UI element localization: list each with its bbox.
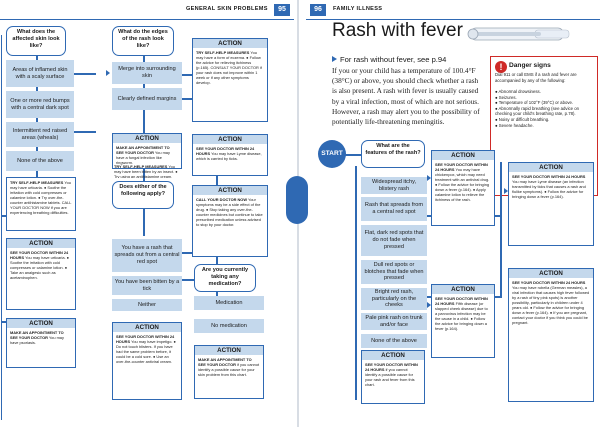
- action-box: [192, 134, 268, 176]
- action-lead: SEE YOUR DOCTOR WITHIN 24 HOURS: [512, 174, 586, 179]
- danger-item: ● Seizures.: [495, 94, 517, 100]
- action-text: You may have rubella (German measles), a viral infection that causes high fever followed by a rash of tiny pink spots) is another possibility, particularly in children under 4 years old. ● Follow the advice for bringing down a fever (p.164). ● If you are pregnant, contact your doctor if you think you could be pregnant.: [512, 285, 590, 325]
- answer-option[interactable]: You have a rash that spreads out from a central red spot: [112, 239, 182, 272]
- answer-option[interactable]: Neither: [112, 299, 182, 311]
- action-title: ACTION: [362, 351, 424, 360]
- danger-title: Danger signs: [509, 62, 551, 69]
- action-title: ACTION: [432, 285, 494, 294]
- danger-list: [495, 89, 593, 128]
- action-title: ACTION: [193, 135, 267, 144]
- action-box: [6, 238, 76, 310]
- answer-option[interactable]: Merge into surrounding skin: [112, 62, 182, 84]
- action-text: You may have been bitten by an insect. ● Try using an antihistamine cream.: [114, 164, 178, 178]
- action-lead: SEE YOUR DOCTOR WITHIN 24 HOURS: [435, 296, 488, 306]
- action-box: [6, 318, 76, 368]
- arrow-icon: [106, 70, 110, 76]
- left-header-rule: [0, 19, 294, 20]
- danger-item: ● Abnormally rapid breathing (see advice on checking your child's breathing rate, p.78).: [495, 105, 580, 117]
- left-page-number: 95: [274, 4, 290, 16]
- action-text: You may have impetigo. ● Do not touch blisters. If you have had the same problem before, it could be a cold sore. ● Use an over-the-counter antiviral cream.: [116, 339, 176, 364]
- connector-line: [500, 162, 502, 298]
- action-lead: MAKE AN APPOINTMENT TO SEE YOUR DOCTOR: [10, 330, 64, 340]
- action-title: ACTION: [193, 186, 267, 195]
- action-title: ACTION: [195, 346, 263, 355]
- action-lead: TRY SELF-HELP MEASURES: [196, 50, 250, 55]
- exclamation-icon: !: [495, 61, 507, 73]
- action-lead: SEE YOUR DOCTOR WITHIN 24 HOURS: [10, 250, 69, 260]
- action-title: ACTION: [113, 323, 181, 332]
- action-text: Your symptoms may be a side effect of the drug. ● Stop taking any over-the-counter medicines but continue to take prescribed medication unless advised to stop by your doctor.: [196, 197, 263, 227]
- action-lead: MAKE AN APPOINTMENT TO SEE YOUR DOCTOR: [198, 357, 252, 367]
- right-page-number: 96: [310, 4, 326, 16]
- action-text: You may have Lyme disease, which is carried by ticks.: [196, 151, 262, 161]
- action-lead: SEE YOUR DOCTOR WITHIN 24 HOURS: [196, 146, 255, 156]
- answer-option[interactable]: Medication: [194, 296, 264, 310]
- danger-item: ● Abnormal drowsiness.: [495, 89, 541, 94]
- page-title: Rash with fever: [332, 20, 463, 41]
- action-lead: SEE YOUR DOCTOR WITHIN 24 HOURS: [512, 280, 586, 285]
- answer-option[interactable]: None of the above: [361, 334, 427, 348]
- question-box: What are the features of the rash?: [361, 140, 425, 168]
- answer-option[interactable]: Bright red rash, particularly on the cheeks: [361, 288, 427, 310]
- action-title: ACTION: [7, 239, 75, 248]
- question-box: What do the edges of the rash look like?: [112, 26, 174, 56]
- answer-option[interactable]: Pale pink rash on trunk and/or face: [361, 313, 427, 330]
- danger-item: ● Noisy or difficult breathing.: [495, 116, 550, 122]
- connector-line: [1, 35, 2, 420]
- thermometer-icon: [465, 14, 575, 54]
- action-title: ACTION: [509, 163, 593, 172]
- action-text: You may have urticaria. ● Soothe the irritation with cold compresses or calamine lotion. ● Take an analgesic such as acetaminophen.: [10, 255, 70, 280]
- danger-item: ● Temperature of 102°F (39°C) or above.: [495, 100, 574, 106]
- action-lead: TRY SELF-HELP MEASURES: [10, 180, 64, 185]
- answer-option[interactable]: You have been bitten by a tick: [112, 276, 182, 295]
- arrow-icon: [427, 302, 431, 308]
- action-lead: SEE YOUR DOCTOR WITHIN 24 HOURS: [116, 334, 175, 344]
- action-text: You may have urticaria. ● Soothe the irritation with cold compresses or calamine lotion. ● Try over-the-counter antihistamine tablets. CALL YOUR DOCTOR NOW if you are experiencing breathing difficulties.: [10, 180, 72, 215]
- action-box: [431, 284, 495, 358]
- action-box: [361, 350, 425, 404]
- connector-line: [345, 154, 361, 156]
- arrow-icon: [427, 175, 431, 181]
- connector-line: [74, 131, 96, 133]
- subtitle: [332, 55, 446, 64]
- action-text: if you cannot identify a possible cause for your rash and fever from this chart.: [365, 367, 415, 387]
- answer-option[interactable]: No medication: [194, 319, 264, 333]
- danger-intro: Dial 911 or call EMS if a rash and fever are accompanied by any of the following:: [495, 72, 577, 83]
- action-box: [194, 345, 264, 399]
- answer-option[interactable]: Widespread itchy, blistery rash: [361, 177, 427, 194]
- action-title: ACTION: [432, 151, 494, 160]
- action-box: [508, 268, 594, 402]
- action-box: [192, 38, 268, 122]
- action-box: [112, 322, 182, 400]
- action-box: [431, 150, 495, 226]
- page-tab-marker: [286, 176, 308, 224]
- action-box: [6, 177, 76, 231]
- answer-option[interactable]: Areas of inflamed skin with a scaly surface: [6, 60, 74, 87]
- action-lead: CALL YOUR DOCTOR NOW: [196, 197, 248, 202]
- action-text: You may have a form of eczema. ● Follow the advice for relieving itchiness (p.165). CONSULT YOUR DOCTOR if your rash does not improve within 1 week or if any other symptoms develop.: [196, 50, 262, 85]
- answer-option[interactable]: None of the above: [6, 151, 74, 171]
- action-text: You may have psoriasis.: [10, 335, 64, 345]
- action-box: [508, 162, 594, 246]
- question-box: Are you currently taking any medication?: [194, 264, 256, 292]
- right-page-header: FAMILY ILLNESS: [333, 6, 383, 12]
- subtitle-text: For rash without fever, see p.94: [340, 55, 447, 64]
- action-title: ACTION: [113, 134, 181, 143]
- question-box: Does either of the following apply?: [112, 181, 174, 209]
- action-lead: SEE YOUR DOCTOR WITHIN 24 HOURS: [365, 362, 418, 372]
- action-lead: MAKE AN APPOINTMENT TO SEE YOUR DOCTOR: [116, 145, 170, 155]
- answer-option[interactable]: Intermittent red raised areas (wheals): [6, 122, 74, 147]
- answer-option[interactable]: Dull red spots or blotches that fade when pressed: [361, 260, 427, 284]
- left-page-header: GENERAL SKIN PROBLEMS: [186, 6, 268, 12]
- answer-option[interactable]: Flat, dark red spots that do not fade when pressed: [361, 225, 427, 256]
- question-box: What does the affected skin look like?: [6, 26, 66, 56]
- connector-line: [355, 166, 357, 400]
- action-lead: TRY SELF-HELP MEASURES: [114, 164, 168, 169]
- arrow-icon: [504, 188, 508, 194]
- action-box: [192, 185, 268, 257]
- intro-paragraph: If you or your child has a temperature of 100.4°F (38°C) or above, you should check whether a rash is also present. A rash with fever is usually caused by a viral infection, most of which are not serious. However, a rash may alert you to the possibility of potentially life-threatening meningitis.: [332, 66, 480, 127]
- answer-option[interactable]: One or more red bumps with a central dark spot: [6, 91, 74, 118]
- action-text: You may have Lyme disease (an infection transmitted by ticks that causes a rash and flulike symptoms). ● Follow the advice for bringing down a fever (p.164).: [512, 179, 586, 199]
- action-title: ACTION: [7, 319, 75, 328]
- action-text: You may have chickenpox, which may need treatment with an antiviral drug. ● Follow the advice for bringing down a fever (p.164). ● Apply calamine lotion to relieve the itchiness of the rash.: [435, 167, 490, 202]
- action-lead: SEE YOUR DOCTOR WITHIN 24 HOURS: [435, 162, 488, 172]
- action-box: [112, 164, 182, 178]
- answer-option[interactable]: Clearly defined margins: [112, 88, 182, 110]
- action-text: if you cannot identify a possible cause for your skin problem from this chart.: [198, 362, 260, 377]
- arrow-icon: [332, 56, 337, 62]
- connector-line: [182, 279, 194, 281]
- answer-option[interactable]: Rash that spreads from a central red spot: [361, 197, 427, 221]
- action-text: Fifth disease (or slapped cheek disease) due to a parvovirus infection may be the cause in a child. ● Follow the advice for bringing down a fever (p.164).: [435, 301, 488, 331]
- action-title: ACTION: [509, 269, 593, 278]
- action-text: You may have a fungal infection like ringworm.: [116, 150, 170, 165]
- action-title: ACTION: [193, 39, 267, 48]
- danger-item: ● Severe headache.: [495, 122, 534, 128]
- connector-line: [74, 73, 96, 75]
- start-marker: START: [318, 140, 346, 168]
